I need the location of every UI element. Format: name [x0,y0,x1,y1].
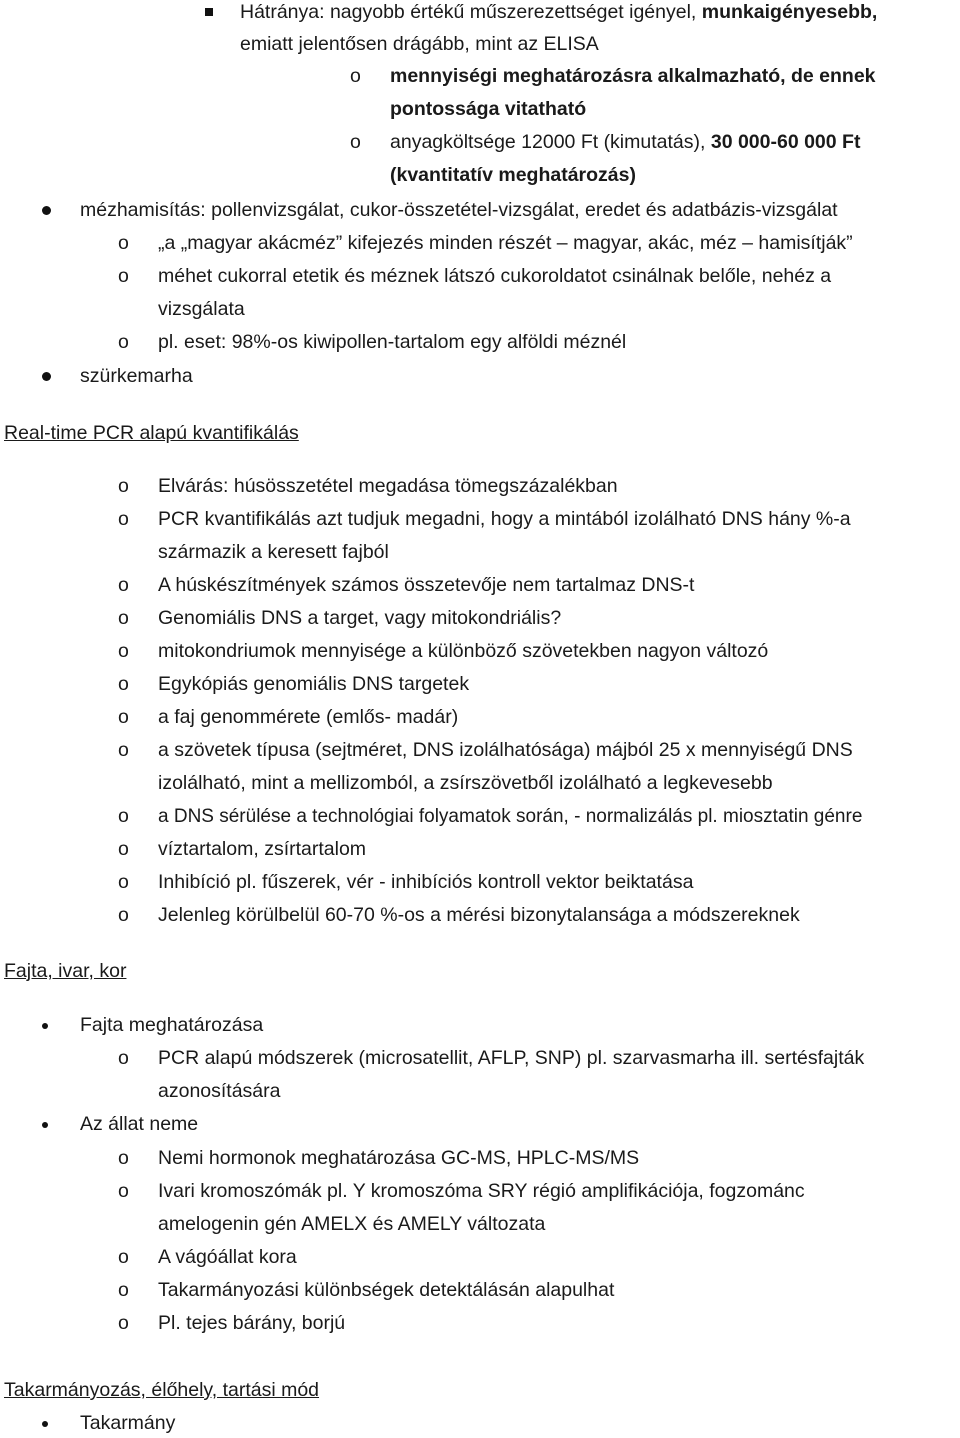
hatranya-line-1 [240,3,877,23]
sub2-line-2: (kvantitatív meghatározás) [390,164,636,186]
circle-bullet-icon: o [118,508,129,530]
circle-bullet-icon: o [118,1312,129,1334]
fajta-b2-item: amelogenin gén AMELX és AMELY változata [158,1213,546,1235]
sub2-line-1 [390,133,860,153]
circle-bullet-icon: o [118,805,129,827]
mez-s3: pl. eset: 98%-os kiwipollen-tartalom egy alföldi méznél [158,331,627,353]
circle-bullet-icon: o [118,838,129,860]
circle-bullet-icon: o [350,131,361,153]
pcr-item: Egykópiás genomiális DNS targetek [158,673,470,695]
sub2-text: anyagköltsége 12000 Ft (kimutatás), [390,131,711,153]
hatranya-line-2: emiatt jelentősen drágább, mint az ELISA [240,33,599,55]
circle-bullet-icon: o [118,1047,129,1069]
fajta-b2-item: Nemi hormonok meghatározása GC-MS, HPLC-MS/MS [158,1147,640,1169]
square-bullet-icon [205,8,213,16]
mez-s2-a: méhet cukorral etetik és méznek látszó cukoroldatot csinálnak belőle, nehéz a [158,265,832,287]
pcr-item: víztartalom, zsírtartalom [158,838,367,860]
fajta-b2: Az állat neme [80,1113,199,1135]
circle-bullet-icon: o [118,739,129,761]
mez-bullet: mézhamisítás: pollenvizsgálat, cukor-összetétel-vizsgálat, eredet és adatbázis-vizsgálat [80,199,838,221]
pcr-item: mitokondriumok mennyisége a különböző szövetekben nagyon változó [158,640,769,662]
bullet-icon [42,372,51,381]
fajta-b2-item: Pl. tejes bárány, borjú [158,1312,346,1334]
bullet-icon [42,1122,48,1128]
pcr-item: Jelenleg körülbelül 60-70 %-os a mérési bizonytalansága a módszereknek [158,904,800,926]
pcr-item: származik a keresett fajból [158,541,389,563]
circle-bullet-icon: o [350,65,361,87]
tak-b1: Takarmány [80,1412,176,1434]
circle-bullet-icon: o [118,331,129,353]
pcr-item: Inhibíció pl. fűszerek, vér - inhibíciós kontroll vektor beiktatása [158,871,694,893]
hatranya-bold: munkaigényesebb, [701,1,878,23]
circle-bullet-icon: o [118,706,129,728]
sub2-bold: 30 000-60 000 Ft [710,131,861,153]
circle-bullet-icon: o [118,232,129,254]
mez-s2-b: vizsgálata [158,298,245,320]
bullet-icon [42,1421,48,1427]
fajta-b2-item: Takarmányozási különbségek detektálásán alapulhat [158,1279,615,1301]
circle-bullet-icon: o [118,1279,129,1301]
pcr-item: a szövetek típusa (sejtméret, DNS izolálhatósága) májból 25 x mennyiségű DNS [158,739,853,761]
pcr-item: Genomiális DNS a target, vagy mitokondriális? [158,607,562,629]
pcr-heading: Real-time PCR alapú kvantifikálás [4,422,299,444]
sub1-line-2: pontossága vitatható [390,98,587,120]
circle-bullet-icon: o [118,1246,129,1268]
pcr-item: izolálható, mint a mellizomból, a zsírszövetből izolálható a legkevesebb [158,772,773,794]
pcr-item: Elvárás: húsösszetétel megadása tömegszázalékban [158,475,618,497]
bullet-icon [42,1023,48,1029]
szurkemarha: szürkemarha [80,365,193,387]
circle-bullet-icon: o [118,607,129,629]
fajta-heading: Fajta, ivar, kor [4,960,127,982]
circle-bullet-icon: o [118,1180,129,1202]
fajta-b2-item: Ivari kromoszómák pl. Y kromoszóma SRY régió amplifikációja, fogzománc [158,1180,805,1202]
circle-bullet-icon: o [118,475,129,497]
fajta-b2-item: A vágóállat kora [158,1246,297,1268]
circle-bullet-icon: o [118,904,129,926]
circle-bullet-icon: o [118,1147,129,1169]
sub1-line-1: mennyiségi meghatározásra alkalmazható, de ennek [390,65,876,87]
tak-heading: Takarmányozás, élőhely, tartási mód [4,1379,320,1401]
circle-bullet-icon: o [118,265,129,287]
circle-bullet-icon: o [118,871,129,893]
fajta-b1: Fajta meghatározása [80,1014,264,1036]
fajta-b1-s1-b: azonosítására [158,1080,281,1102]
pcr-item: PCR kvantifikálás azt tudjuk megadni, hogy a mintából izolálható DNS hány %-a [158,508,851,530]
circle-bullet-icon: o [118,574,129,596]
bullet-icon [42,206,51,215]
pcr-item: a faj genommérete (emlős- madár) [158,706,459,728]
hatranya-text: Hátránya: nagyobb értékű műszerezettséget igényel, [240,1,702,23]
circle-bullet-icon: o [118,673,129,695]
mez-s1: „a „magyar akácméz” kifejezés minden részét – magyar, akác, méz – hamisítják” [158,232,853,254]
pcr-item: a DNS sérülése a technológiai folyamatok során, - normalizálás pl. miosztatin génre [158,806,863,827]
circle-bullet-icon: o [118,640,129,662]
fajta-b1-s1-a: PCR alapú módszerek (microsatellit, AFLP, SNP) pl. szarvasmarha ill. sertésfajták [158,1047,865,1069]
pcr-item: A húskészítmények számos összetevője nem tartalmaz DNS-t [158,574,695,596]
